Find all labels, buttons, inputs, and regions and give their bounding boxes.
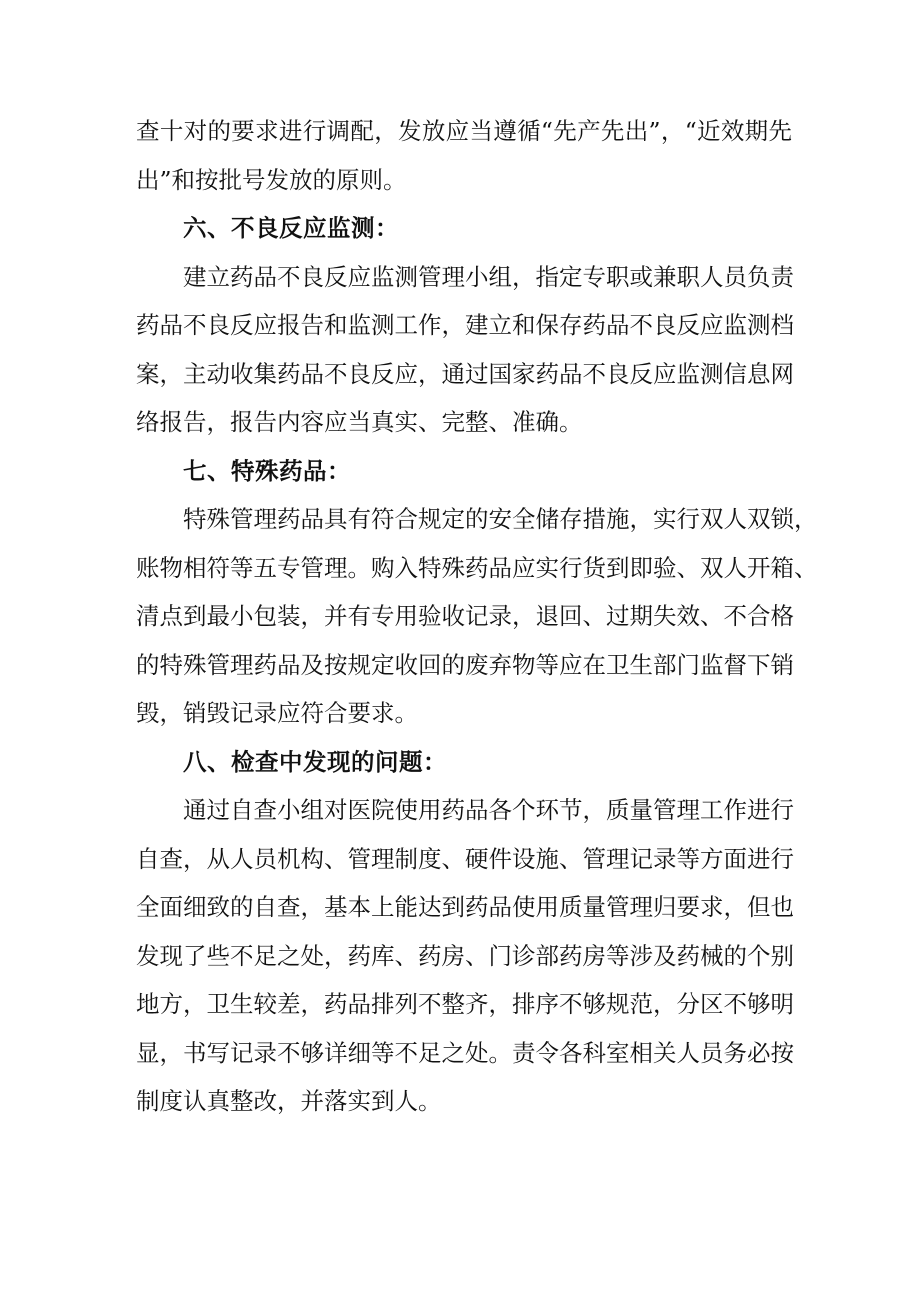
text-line: 特殊管理药品具有符合规定的安全储存措施，实行双人双锁，: [183, 505, 818, 533]
text-line: 显，书写记录不够详细等不足之处。责令各科室相关人员务必按: [136, 1038, 794, 1067]
text-line: 账物相符等五专管理。购入特殊药品应实行货到即验、双人开箱、: [136, 553, 818, 582]
text-line: 络报告，报告内容应当真实、完整、准确。: [136, 408, 583, 436]
text-line: 发现了些不足之处，药库、药房、门诊部药房等涉及药械的个别: [136, 941, 794, 970]
paragraph-problems-found: [136, 786, 792, 1126]
paragraph-continuation: [136, 107, 792, 204]
text-line: 出”和按批号发放的原则。: [136, 165, 407, 194]
text-line: 的特殊管理药品及按规定收回的废弃物等应在卫生部门监督下销: [136, 650, 794, 679]
text-line: 建立药品不良反应监测管理小组，指定专职或兼职人员负责: [183, 262, 794, 291]
text-line: 药品不良反应报告和监测工作，建立和保存药品不良反应监测档: [136, 311, 794, 339]
section-heading-special-drugs: 七、特殊药品：: [183, 456, 351, 485]
text-line: 全面细致的自查，基本上能达到药品使用质量管理归要求，但也: [136, 893, 794, 921]
text-line: 制度认真整改，并落实到人。: [136, 1087, 442, 1115]
text-line: 自查，从人员机构、管理制度、硬件设施、管理记录等方面进行: [136, 844, 794, 873]
section-heading-problems-found: 八、检查中发现的问题：: [183, 747, 447, 776]
text-line: 清点到最小包装，并有专用验收记录，退回、过期失效、不合格: [136, 602, 794, 630]
section-heading-adverse-reaction: 六、不良反应监测：: [183, 214, 399, 242]
paragraph-adverse-reaction: [136, 253, 792, 447]
text-line: 地方，卫生较差，药品排列不整齐，排序不够规范，分区不够明: [136, 990, 794, 1018]
text-line: 案，主动收集药品不良反应，通过国家药品不良反应监测信息网: [136, 359, 794, 388]
text-line: 通过自查小组对医院使用药品各个环节，质量管理工作进行: [183, 796, 794, 824]
text-line: 查十对的要求进行调配，发放应当遵循“先产先出”，“近效期先: [136, 117, 792, 145]
paragraph-special-drugs: [136, 495, 818, 738]
text-line: 毁，销毁记录应符合要求。: [136, 699, 418, 727]
document-body: [136, 107, 818, 1126]
